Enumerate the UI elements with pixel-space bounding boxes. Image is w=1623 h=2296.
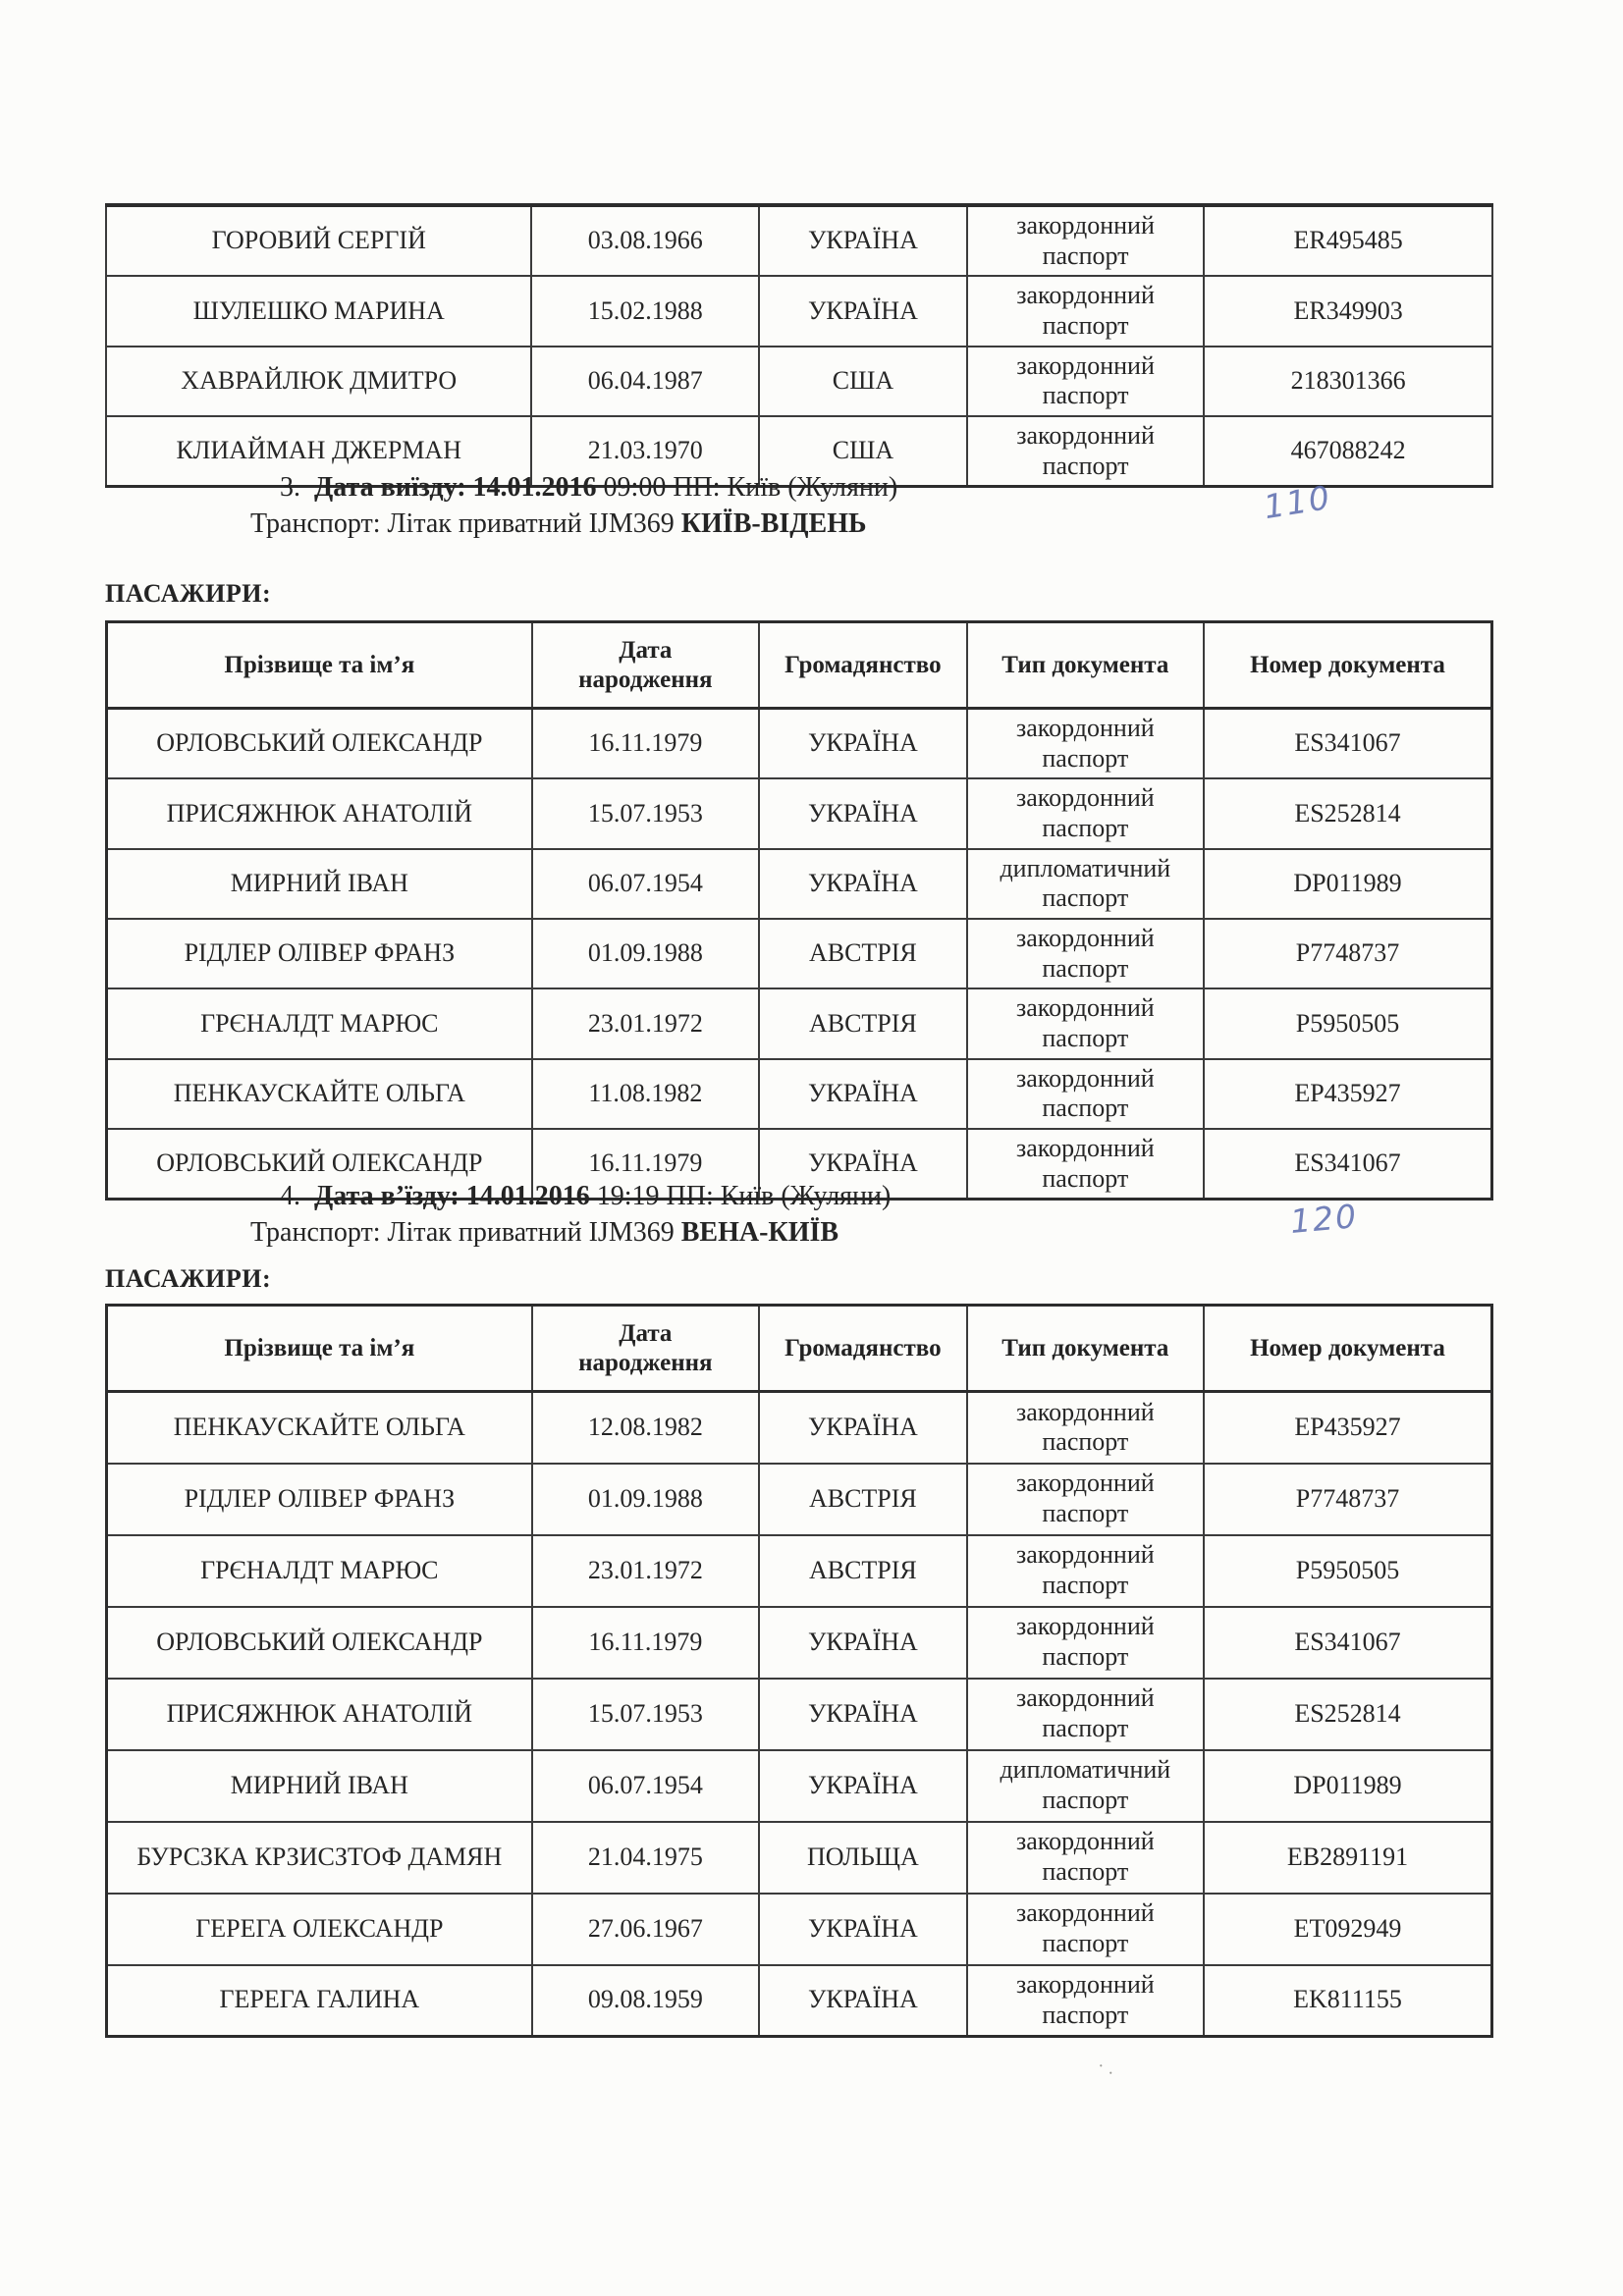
passenger-dob: 21.04.1975: [532, 1822, 759, 1894]
table-row: [107, 1822, 1492, 1894]
section-3-transport: [250, 506, 1623, 542]
passenger-doc-type: дипломатичний паспорт: [967, 1750, 1204, 1822]
passenger-name: ГРЄНАЛДТ МАРЮС: [107, 988, 532, 1058]
passenger-citizenship: УКРАЇНА: [759, 1894, 967, 1965]
passenger-doc-number: P7748737: [1204, 1464, 1492, 1535]
passenger-doc-type: закордонний паспорт: [967, 1129, 1204, 1200]
table-row: [106, 276, 1492, 346]
table-row: [106, 347, 1492, 416]
header-citizenship: Громадянство: [759, 622, 967, 709]
passenger-citizenship: США: [759, 416, 967, 487]
passenger-doc-number: 218301366: [1204, 347, 1492, 416]
passenger-name: ГРЄНАЛДТ МАРЮС: [107, 1535, 532, 1607]
passenger-doc-type: закордонний паспорт: [967, 416, 1204, 487]
passenger-dob: 03.08.1966: [531, 205, 759, 276]
arrival-date-bold: Дата в’їзду: 14.01.2016: [314, 1181, 590, 1211]
passenger-dob: 21.03.1970: [531, 416, 759, 487]
table-row: [106, 205, 1492, 276]
passenger-doc-number: ES341067: [1204, 1129, 1492, 1200]
passenger-doc-type: закордонний паспорт: [967, 1894, 1204, 1965]
departure-details: 09:00 ПП: Київ (Жуляни): [596, 472, 898, 503]
passenger-table-section-4: [105, 1304, 1493, 2038]
header-doc-type: Тип документа: [967, 622, 1204, 709]
passenger-name: БУРСЗКА КРЗИСЗТОФ ДАМЯН: [107, 1822, 532, 1894]
passenger-dob: 12.08.1982: [532, 1392, 759, 1464]
table-row: [107, 1750, 1492, 1822]
passenger-doc-type: закордонний паспорт: [967, 1464, 1204, 1535]
section-3-heading: [0, 469, 1623, 542]
table-row: [107, 919, 1492, 988]
passenger-dob: 01.09.1988: [532, 919, 759, 988]
handwritten-note-120: 120: [1288, 1197, 1360, 1241]
passenger-doc-number: P5950505: [1204, 1535, 1492, 1607]
passenger-citizenship: УКРАЇНА: [759, 1129, 967, 1200]
section-3-title: [280, 469, 1623, 506]
table-row: [107, 1464, 1492, 1535]
table-row: [107, 709, 1492, 779]
passenger-doc-number: ES252814: [1204, 778, 1492, 848]
passenger-dob: 15.07.1953: [532, 1679, 759, 1750]
passenger-citizenship: АВСТРІЯ: [759, 1464, 967, 1535]
passenger-doc-type: закордонний паспорт: [967, 1607, 1204, 1679]
passenger-doc-number: ES252814: [1204, 1679, 1492, 1750]
section-4-title: [280, 1178, 1623, 1214]
passenger-doc-type: закордонний паспорт: [967, 778, 1204, 848]
passenger-citizenship: УКРАЇНА: [759, 849, 967, 919]
passenger-dob: 11.08.1982: [532, 1059, 759, 1129]
passenger-doc-number: ES341067: [1204, 709, 1492, 779]
passenger-doc-type: закордонний паспорт: [967, 276, 1204, 346]
passenger-doc-type: закордонний паспорт: [967, 709, 1204, 779]
passenger-name: ГЕРЕГА ОЛЕКСАНДР: [107, 1894, 532, 1965]
passenger-citizenship: ПОЛЬЩА: [759, 1822, 967, 1894]
passenger-dob: 16.11.1979: [532, 1607, 759, 1679]
passenger-name: МИРНИЙ ІВАН: [107, 849, 532, 919]
arrival-details: 19:19 ПП: Київ (Жуляни): [589, 1181, 892, 1211]
passenger-citizenship: УКРАЇНА: [759, 1059, 967, 1129]
passenger-doc-type: закордонний паспорт: [967, 1822, 1204, 1894]
header-doc-type: Тип документа: [967, 1306, 1204, 1392]
table-row: [107, 988, 1492, 1058]
passenger-name: ОРЛОВСЬКИЙ ОЛЕКСАНДР: [107, 1607, 532, 1679]
header-name: Прізвище та ім’я: [107, 1306, 532, 1392]
section-number: 3.: [280, 472, 300, 503]
passenger-name: МИРНИЙ ІВАН: [107, 1750, 532, 1822]
passenger-table-continuation: [105, 203, 1493, 488]
passenger-name: ПРИСЯЖНЮК АНАТОЛІЙ: [107, 778, 532, 848]
passenger-name: ОРЛОВСЬКИЙ ОЛЕКСАНДР: [107, 709, 532, 779]
header-citizenship: Громадянство: [759, 1306, 967, 1392]
passenger-dob: 06.04.1987: [531, 347, 759, 416]
section-4-heading: [0, 1178, 1623, 1251]
table-header-row: [107, 622, 1492, 709]
passenger-doc-type: закордонний паспорт: [967, 1535, 1204, 1607]
passenger-citizenship: УКРАЇНА: [759, 276, 967, 346]
passenger-doc-number: ES341067: [1204, 1607, 1492, 1679]
section-4-transport: [250, 1214, 1623, 1251]
passenger-citizenship: США: [759, 347, 967, 416]
passenger-name: РІДЛЕР ОЛІВЕР ФРАНЗ: [107, 1464, 532, 1535]
passenger-citizenship: УКРАЇНА: [759, 1965, 967, 2037]
table-row: [107, 1392, 1492, 1464]
header-dob: Дата народження: [532, 622, 759, 709]
passenger-dob: 23.01.1972: [532, 988, 759, 1058]
header-doc-number: Номер документа: [1204, 1306, 1492, 1392]
table-row: [107, 1535, 1492, 1607]
passenger-dob: 06.07.1954: [532, 1750, 759, 1822]
passenger-name: РІДЛЕР ОЛІВЕР ФРАНЗ: [107, 919, 532, 988]
passenger-doc-number: EP435927: [1204, 1392, 1492, 1464]
handwritten-note-110: 110: [1261, 477, 1334, 527]
passenger-dob: 16.11.1979: [532, 709, 759, 779]
passenger-name: ПРИСЯЖНЮК АНАТОЛІЙ: [107, 1679, 532, 1750]
passenger-dob: 23.01.1972: [532, 1535, 759, 1607]
transport-prefix: Транспорт: Літак приватний IJM369: [250, 508, 681, 539]
scan-artifact: ·.: [1096, 2055, 1122, 2080]
passenger-name: ГЕРЕГА ГАЛИНА: [107, 1965, 532, 2037]
passenger-citizenship: УКРАЇНА: [759, 1607, 967, 1679]
table-header-row: [107, 1306, 1492, 1392]
section-number: 4.: [280, 1181, 300, 1211]
route-bold: КИЇВ-ВІДЕНЬ: [680, 508, 867, 539]
table-row: [107, 778, 1492, 848]
passenger-name: ГОРОВИЙ СЕРГІЙ: [106, 205, 531, 276]
passenger-doc-type: закордонний паспорт: [967, 205, 1204, 276]
passenger-doc-number: EB2891191: [1204, 1822, 1492, 1894]
passenger-doc-type: закордонний паспорт: [967, 1965, 1204, 2037]
table-row: [107, 1894, 1492, 1965]
header-dob: Дата народження: [532, 1306, 759, 1392]
passenger-dob: 15.02.1988: [531, 276, 759, 346]
route-bold: ВЕНА-КИЇВ: [680, 1217, 839, 1248]
header-name: Прізвище та ім’я: [107, 622, 532, 709]
passenger-doc-type: закордонний паспорт: [967, 347, 1204, 416]
passenger-doc-number: P7748737: [1204, 919, 1492, 988]
passenger-doc-number: ER495485: [1204, 205, 1492, 276]
passenger-dob: 27.06.1967: [532, 1894, 759, 1965]
passenger-dob: 06.07.1954: [532, 849, 759, 919]
passenger-doc-type: закордонний паспорт: [967, 988, 1204, 1058]
departure-date-bold: Дата виїзду: 14.01.2016: [314, 472, 597, 503]
table-row: [107, 1679, 1492, 1750]
passenger-doc-number: DP011989: [1204, 849, 1492, 919]
passengers-label-2: ПАСАЖИРИ:: [105, 1264, 272, 1293]
passenger-name: ПЕНКАУСКАЙТЕ ОЛЬГА: [107, 1059, 532, 1129]
passenger-doc-type: закордонний паспорт: [967, 1392, 1204, 1464]
passenger-doc-type: закордонний паспорт: [967, 1059, 1204, 1129]
passenger-name: ШУЛЕШКО МАРИНА: [106, 276, 531, 346]
transport-prefix: Транспорт: Літак приватний IJM369: [250, 1217, 681, 1248]
passenger-doc-number: DP011989: [1204, 1750, 1492, 1822]
passenger-citizenship: УКРАЇНА: [759, 1750, 967, 1822]
passenger-dob: 09.08.1959: [532, 1965, 759, 2037]
passenger-doc-number: ER349903: [1204, 276, 1492, 346]
passenger-doc-number: ET092949: [1204, 1894, 1492, 1965]
passenger-name: ПЕНКАУСКАЙТЕ ОЛЬГА: [107, 1392, 532, 1464]
table-row: [107, 849, 1492, 919]
passenger-doc-type: закордонний паспорт: [967, 919, 1204, 988]
passenger-name: ХАВРАЙЛЮК ДМИТРО: [106, 347, 531, 416]
table-row: [107, 1965, 1492, 2037]
passenger-doc-number: P5950505: [1204, 988, 1492, 1058]
passenger-name: ОРЛОВСЬКИЙ ОЛЕКСАНДР: [107, 1129, 532, 1200]
passenger-dob: 16.11.1979: [532, 1129, 759, 1200]
passenger-doc-type: дипломатичний паспорт: [967, 849, 1204, 919]
header-doc-number: Номер документа: [1204, 622, 1492, 709]
passenger-citizenship: АВСТРІЯ: [759, 1535, 967, 1607]
passenger-name: КЛИАЙМАН ДЖЕРМАН: [106, 416, 531, 487]
passenger-dob: 01.09.1988: [532, 1464, 759, 1535]
passenger-doc-number: EP435927: [1204, 1059, 1492, 1129]
passengers-label-1: ПАСАЖИРИ:: [105, 579, 272, 608]
table-row: [107, 1607, 1492, 1679]
passenger-doc-number: 467088242: [1204, 416, 1492, 487]
passenger-dob: 15.07.1953: [532, 778, 759, 848]
passenger-citizenship: УКРАЇНА: [759, 205, 967, 276]
passenger-table-section-3: [105, 620, 1493, 1201]
passenger-doc-number: EK811155: [1204, 1965, 1492, 2037]
passenger-citizenship: УКРАЇНА: [759, 1679, 967, 1750]
table-row: [107, 1059, 1492, 1129]
passenger-citizenship: УКРАЇНА: [759, 778, 967, 848]
passenger-citizenship: АВСТРІЯ: [759, 988, 967, 1058]
passenger-citizenship: АВСТРІЯ: [759, 919, 967, 988]
passenger-doc-type: закордонний паспорт: [967, 1679, 1204, 1750]
passenger-citizenship: УКРАЇНА: [759, 709, 967, 779]
passenger-citizenship: УКРАЇНА: [759, 1392, 967, 1464]
